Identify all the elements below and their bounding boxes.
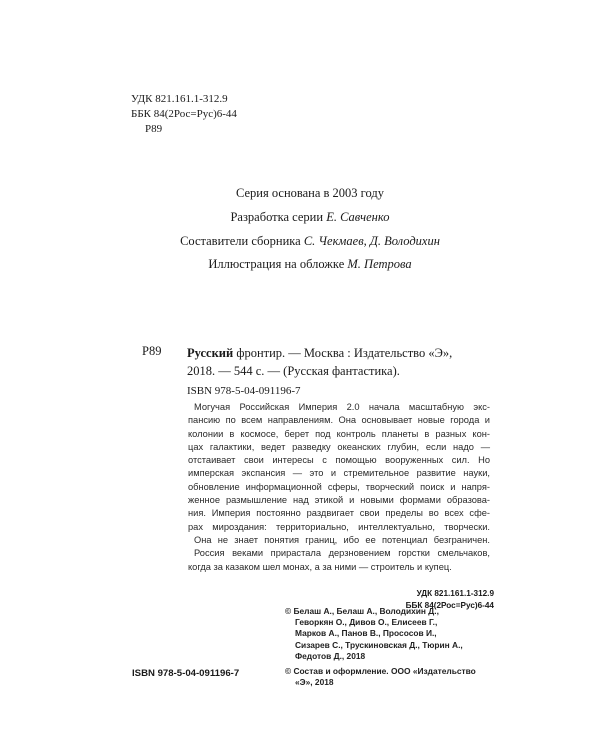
biblio-line-1 (187, 344, 487, 362)
annotation-line: Могучая Российская Империя 2.0 начала масштабную экс- (194, 402, 490, 412)
series-development-name: Е. Савченко (326, 210, 390, 224)
copyright-authors-line: Геворкян О., Дивов О., Елисеев Г., (295, 617, 438, 628)
copyright-authors-line: Марков А., Панов В., Прососов И., (295, 628, 437, 639)
udk-code: УДК 821.161.1-312.9 (131, 93, 228, 105)
series-founded: Серия основана в 2003 году (235, 186, 385, 200)
copyright-authors-line: Сизарев С., Трускиновская Д., Тюрин А., (295, 639, 463, 650)
series-illustration-name: М. Петрова (347, 257, 412, 271)
annotation-line: пансию по всем направлениям. Она основывает новые города и (188, 415, 490, 426)
series-development (150, 210, 470, 225)
isbn-footer: ISBN 978-5-04-091196-7 (132, 668, 240, 679)
bbk-code: ББК 84(2Рос=Рус)6-44 (131, 108, 237, 120)
annotation-line: Она не знает понятия границ, ибо ее потенциал безграничен. (194, 534, 490, 545)
series-illustration-label: Иллюстрация на обложке (208, 257, 345, 271)
udk-code-footer: УДК 821.161.1-312.9 (416, 589, 494, 598)
annotation-line: цах галактики, ведет разведку океанских глубин, если надо — (188, 441, 490, 452)
annotation-line: Россия веками прирастала дерзновением горстки смельчаков, (194, 548, 490, 559)
annotation-line: колонии в космосе, берет под контроль планеты в разных кон- (188, 428, 490, 439)
bbk-code-footer: ББК 84(2Рос=Рус)6-44 (405, 601, 494, 610)
biblio-author-mark: Р89 (142, 344, 162, 358)
annotation-line: рах мироздания: территориально, интеллектуально, творчески. (188, 521, 490, 532)
isbn-record: ISBN 978-5-04-091196-7 (187, 385, 301, 397)
biblio-line-1-rest: фронтир. — Москва : Издательство «Э», (233, 346, 453, 360)
annotation-line: женное размышление над этикой и новыми формами образова- (188, 495, 490, 506)
copyright-block (285, 606, 495, 688)
copyright-authors-line: © Белаш А., Белаш А., Володихин Д., (285, 606, 439, 616)
annotation (188, 401, 490, 574)
annotation-line: обновление информационной сферы, творческий поиск и напря- (188, 481, 490, 492)
annotation-line: ния. Империя постоянно раздвигает свои пределы во всех сфе- (188, 508, 490, 519)
series-development-label: Разработка серии (230, 210, 324, 224)
series-illustration (150, 257, 470, 272)
book-title: Русский (187, 346, 234, 360)
bibliographic-record (187, 344, 487, 380)
copyright-authors-line: Федотов Д., 2018 (295, 650, 366, 661)
annotation-line: отстаивает свои интересы с помощью вооруженных сил. Но (188, 455, 490, 466)
annotation-line: когда за казаком шел монах, а за ними — строитель и купец. (188, 561, 452, 572)
copyright-publisher-line: © Состав и оформление. ООО «Издательство (285, 666, 476, 677)
annotation-line: имперская экспансия — это и стремительное развитие науки, (188, 468, 490, 479)
series-compilers-label: Составители сборника (180, 234, 301, 248)
author-mark: Р89 (145, 123, 163, 135)
copyright-publisher-line: «Э», 2018 (295, 677, 334, 688)
series-compilers (150, 234, 470, 249)
series-compilers-names: С. Чекмаев, Д. Володихин (303, 234, 440, 248)
biblio-line-2: 2018. — 544 с. — (Русская фантастика). (187, 364, 400, 378)
udk-bbk-header (131, 92, 237, 137)
